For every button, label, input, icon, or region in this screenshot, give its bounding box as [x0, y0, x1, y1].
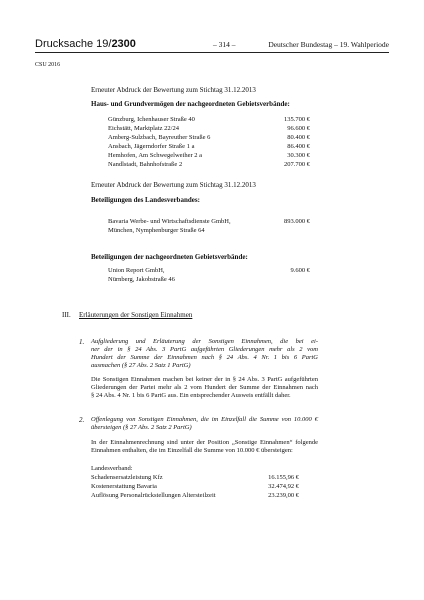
section2-heading: Beteiligungen des Landesverbandes:	[91, 196, 200, 204]
item1-question-line: ausmachen (§ 27 Abs. 2 Satz 1 PartG)	[91, 362, 191, 369]
property-row-value: 80.400 €	[287, 134, 310, 141]
participation-entry-value: 9.600 €	[290, 267, 310, 274]
income-row-value: 23.239,00 €	[268, 492, 299, 499]
income-row-name: Schadensersatzleistung Kfz	[91, 474, 163, 481]
item1-answer-line: Gliederungen der Partei mehr als 2 vom Hundert der Summe der Einnahmen nach	[91, 384, 318, 391]
property-row-value: 30.300 €	[287, 152, 310, 159]
item1-answer-line: Die Sonstigen Einnahmen machen bei keiner der in § 24 Abs. 3 PartG aufgeführten	[91, 376, 318, 383]
property-row-value: 86.400 €	[287, 143, 310, 150]
item2-answer	[91, 439, 318, 455]
section3-heading: Beteiligungen der nachgeordneten Gebietsverbände:	[91, 253, 248, 261]
item2-question-line: übersteigen (§ 27 Abs. 2 Satz 2 PartG)	[91, 424, 192, 431]
item2-question	[91, 416, 318, 432]
income-row-name: Kostenerstattung Bavaria	[91, 483, 157, 490]
section-iii-title: Erläuterungen der Sonstigen Einnahmen	[79, 311, 193, 319]
item2-number: 2.	[79, 416, 85, 424]
property-row-name: Günzburg, Ichenhauser Straße 40	[108, 116, 195, 123]
section-iii-number: III.	[62, 311, 71, 319]
property-row-name: Hemhofen, Am Schwegelweiher 2 a	[108, 152, 203, 159]
item2-question-line: Offenlegung von Sonstigen Einnahmen, die im Einzelfall die Summe von 10.000 €	[91, 416, 318, 423]
item2-answer-line: Einnahmen enthalten, die im Einzelfall die Summe von 10.000 € übersteigen:	[91, 447, 293, 454]
participation-entry-value: 893.000 €	[284, 218, 310, 225]
income-row-name: Auflösung Personalrückstellungen Altersteilzeit	[91, 492, 216, 499]
participation-entry-line1: Bavaria Werbe- und Wirtschaftsdienste GmbH,	[108, 218, 231, 225]
bundestag-period: Deutscher Bundestag – 19. Wahlperiode	[268, 40, 389, 49]
property-row-value: 96.600 €	[287, 125, 310, 132]
property-row-name: Nandlstadt, Bahnhofstraße 2	[108, 161, 183, 168]
section1-intro: Erneuter Abdruck der Bewertung zum Stichtag 31.12.2013	[91, 86, 256, 94]
page-header	[35, 40, 389, 53]
income-row-value: 16.155,96 €	[268, 474, 299, 481]
item1-question	[91, 338, 318, 370]
item1-answer	[91, 376, 318, 400]
property-row-name: Eichstätt, Marktplatz 22/24	[108, 125, 179, 132]
property-row-name: Amberg-Sulzbach, Bayreuther Straße 6	[108, 134, 211, 141]
drucksache-number: Drucksache 19/2300	[35, 38, 136, 50]
participation-entry-line1: Union Report GmbH,	[108, 267, 165, 274]
property-row-name: Ansbach, Jägerndorfer Straße 1 a	[108, 143, 195, 150]
property-row-value: 135.700 €	[284, 116, 310, 123]
participation-entry-line2: München, Nymphenburger Straße 64	[108, 227, 205, 234]
item1-number: 1.	[79, 338, 85, 346]
participation-entry-line2: Nürnberg, Jakobstraße 46	[108, 276, 175, 283]
item1-question-line: Hundert der Summe der Einnahmen nach § 24 Abs. 4 Nr. 1 bis 6 PartG	[91, 354, 318, 361]
item1-question-line: ner der in § 24 Abs. 3 PartG aufgeführten Gliederungen mehr als 2 vom	[91, 346, 318, 353]
landesverband-label: Landesverband:	[91, 465, 133, 472]
page-number: – 314 –	[213, 40, 236, 49]
item2-answer-line: In der Einnahmenrechnung sind unter der Position „Sonstige Einnahmen“ folgende	[91, 439, 318, 446]
section2-intro: Erneuter Abdruck der Bewertung zum Stichtag 31.12.2013	[91, 181, 256, 189]
item1-question-line: Aufgliederung und Erläuterung der Sonstigen Einnahmen, die bei ei-	[91, 338, 318, 345]
income-row-value: 32.474,92 €	[268, 483, 299, 490]
party-year-label: CSU 2016	[35, 62, 61, 68]
section1-heading: Haus- und Grundvermögen der nachgeordneten Gebietsverbände:	[91, 100, 290, 108]
property-row-value: 207.700 €	[284, 161, 310, 168]
item1-answer-line: § 24 Abs. 4 Nr. 1 bis 6 PartG aus. Ein entsprechender Ausweis entfällt daher.	[91, 392, 291, 399]
